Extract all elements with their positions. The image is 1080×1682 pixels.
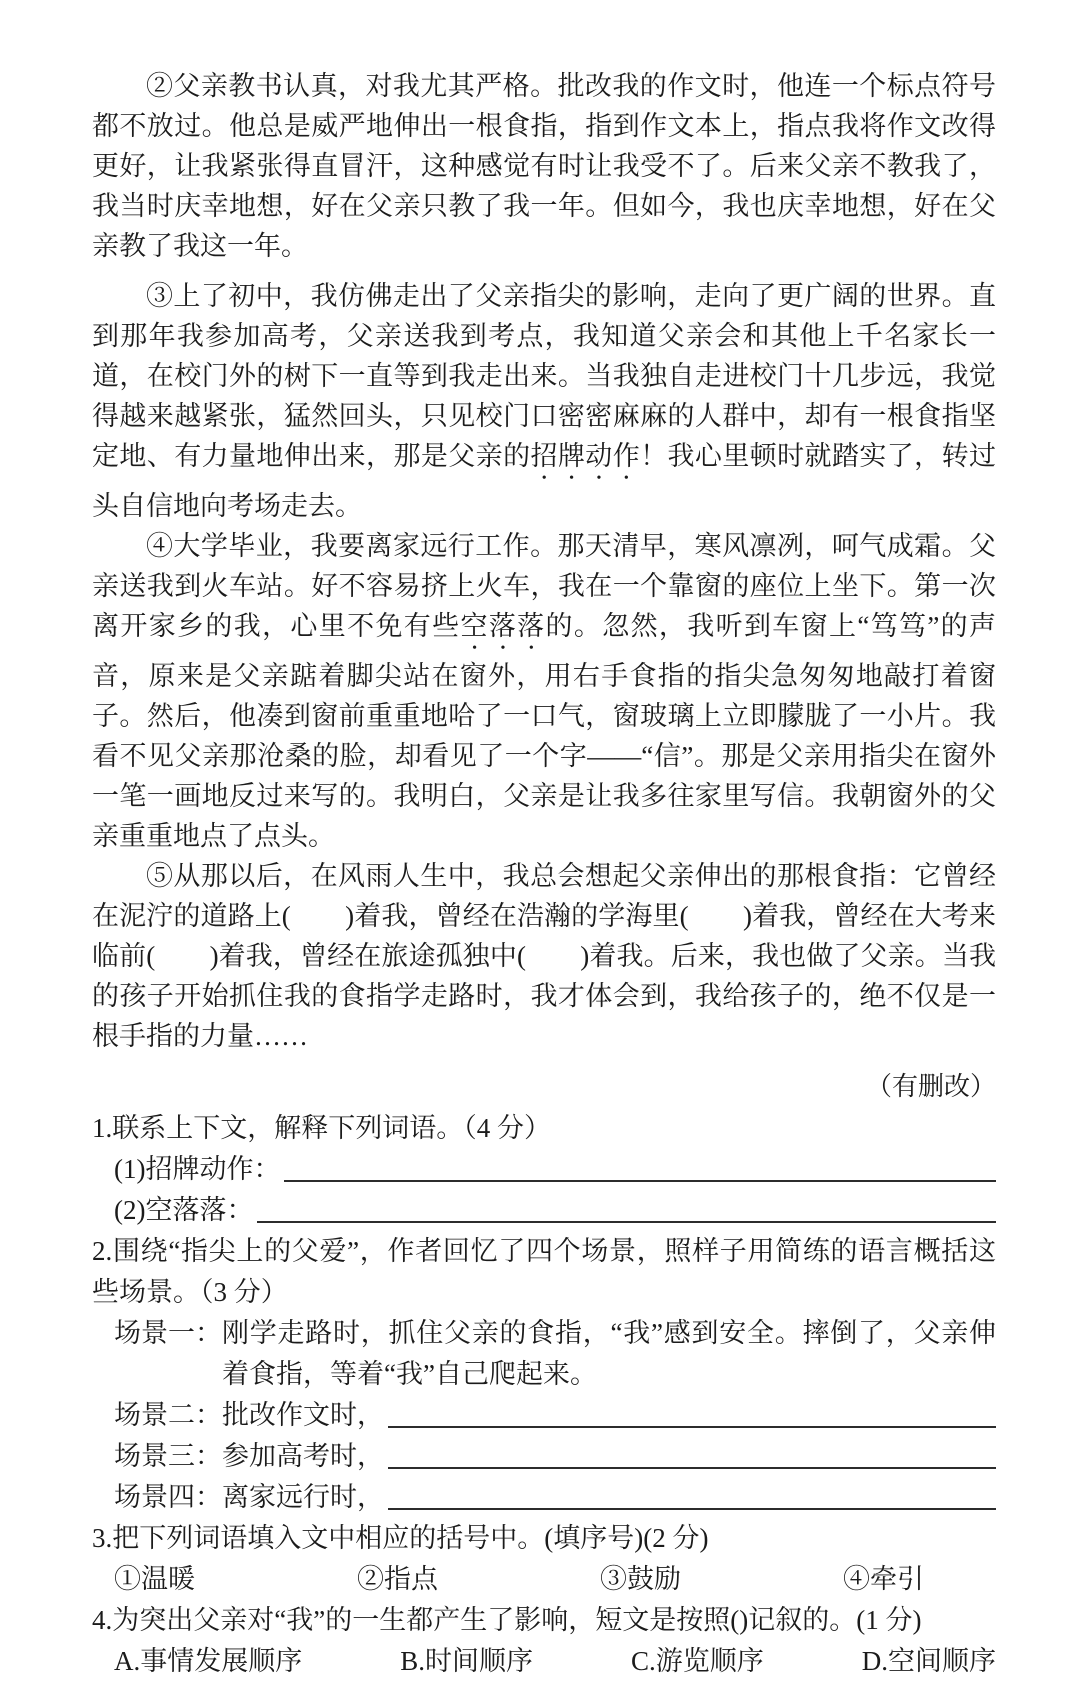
paragraph-2 xyxy=(92,66,996,276)
answer-line-1-1 xyxy=(114,1149,996,1190)
option-item: ①温暖 xyxy=(114,1564,195,1594)
question-4: 4.为突出父亲对“我”的一生都产生了影响，短文是按照()记叙的。(1 分) xyxy=(92,1605,922,1635)
answer-blank xyxy=(388,1426,996,1428)
paragraph-text: ！我心里顿时就踏实了，转过头自信地向考场走去。 xyxy=(92,441,996,521)
option-item: B.时间顺序 xyxy=(400,1646,533,1676)
scene-label: 场景三： xyxy=(114,1441,222,1471)
scene-text: 参加高考时， xyxy=(222,1441,384,1471)
emphasis-word: 空落落 xyxy=(460,611,546,641)
paragraph-5 xyxy=(92,856,996,1066)
scene-label: 场景二： xyxy=(114,1400,222,1430)
answer-label: (2)空落落： xyxy=(114,1195,254,1225)
scene-text: 批改作文时， xyxy=(222,1400,384,1430)
reading-passage xyxy=(92,66,996,1108)
scene-row-1 xyxy=(114,1313,996,1395)
question-section xyxy=(92,1108,996,1682)
option-item: ②指点 xyxy=(357,1564,438,1594)
scene-text: 刚学走路时，抓住父亲的食指，“我”感到安全。摔倒了，父亲伸着食指，等着“我”自己爬起来。 xyxy=(222,1318,996,1389)
paragraph-text: ③上了初中，我仿佛走出了父亲指尖的影响，走向了更广阔的世界。直到那年我参加高考，父亲送我到考点，我知道父亲会和其他上千名家长一道，在校门外的树下一直等到我走出来。当我独自走进校门十几步远，我觉得越来越紧张，猛然回头，只见校门口密密麻麻的人群中，却有一根食指坚定地、有力量地伸出来，那是父亲的 xyxy=(92,281,996,471)
question-2: 2.围绕“指尖上的父爱”，作者回忆了四个场景，照样子用简练的语言概括这些场景。（3 分） xyxy=(92,1236,996,1307)
paragraph-3 xyxy=(92,276,996,526)
question-4-options xyxy=(114,1641,996,1682)
answer-blank xyxy=(257,1221,996,1223)
answer-label: (1)招牌动作： xyxy=(114,1154,281,1184)
answer-line-1-2 xyxy=(114,1190,996,1231)
question-3: 3.把下列词语填入文中相应的括号中。(填序号)(2 分) xyxy=(92,1523,709,1553)
paragraph-text: ⑤从那以后，在风雨人生中，我总会想起父亲伸出的那根食指：它曾经在泥泞的道路上( )着我，曾经在浩瀚的学海里( )着我，曾经在大考来临前( )着我，曾经在旅途孤独中( )着我。后来，我也做了父亲。当我的孩子开始抓住我的食指学走路时，我才体会到，我给孩子的，绝不仅是一根手指的力量…… xyxy=(92,861,996,1051)
option-item: ③鼓励 xyxy=(600,1564,681,1594)
scene-label: 场景一： xyxy=(114,1318,222,1348)
question-1: 1.联系上下文，解释下列词语。（4 分） xyxy=(92,1113,551,1143)
option-item: C.游览顺序 xyxy=(630,1646,764,1676)
paragraph-4 xyxy=(92,526,996,856)
question-3-options xyxy=(114,1559,996,1600)
paragraph-text: ④大学毕业，我要离家远行工作。那天清早，寒风凛冽，呵气成霜。父亲送我到火车站。好不容易挤上火车，我在一个靠窗的座位上坐下。第一次离开家乡的我，心里不免有些 xyxy=(92,531,996,641)
attribution-note: （有删改） xyxy=(865,1072,996,1101)
answer-blank xyxy=(284,1180,996,1182)
scene-label: 场景四： xyxy=(114,1482,222,1512)
option-item: ④牵引 xyxy=(843,1564,924,1594)
scene-row-3 xyxy=(114,1436,996,1477)
paragraph-text: 的。忽然，我听到车窗上“笃笃”的声音，原来是父亲踮着脚尖站在窗外，用右手食指的指尖急匆匆地敲打着窗子。然后，他凑到窗前重重地哈了一口气，窗玻璃上立即朦胧了一小片。我看不见父亲那沧桑的脸，却看见了一个字——“信”。那是父亲用指尖在窗外一笔一画地反过来写的。我明白，父亲是让我多往家里写信。我朝窗外的父亲重重地点了点头。 xyxy=(92,611,997,851)
scene-row-2 xyxy=(114,1395,996,1436)
option-item: D.空间顺序 xyxy=(861,1646,996,1676)
answer-blank xyxy=(388,1467,996,1469)
emphasis-word: 招牌动作 xyxy=(530,441,641,471)
answer-blank xyxy=(388,1508,996,1510)
paragraph-text: ②父亲教书认真，对我尤其严格。批改我的作文时，他连一个标点符号都不放过。他总是威严地伸出一根食指，指到作文本上，指点我将作文改得更好，让我紧张得直冒汗，这种感觉有时让我受不了。后来父亲不教我了，我当时庆幸地想，好在父亲只教了我一年。但如今，我也庆幸地想，好在父亲教了我这一年。 xyxy=(92,71,996,261)
scene-text: 离家远行时， xyxy=(222,1482,384,1512)
option-item: A.事情发展顺序 xyxy=(114,1646,303,1676)
scene-row-4 xyxy=(114,1477,996,1518)
